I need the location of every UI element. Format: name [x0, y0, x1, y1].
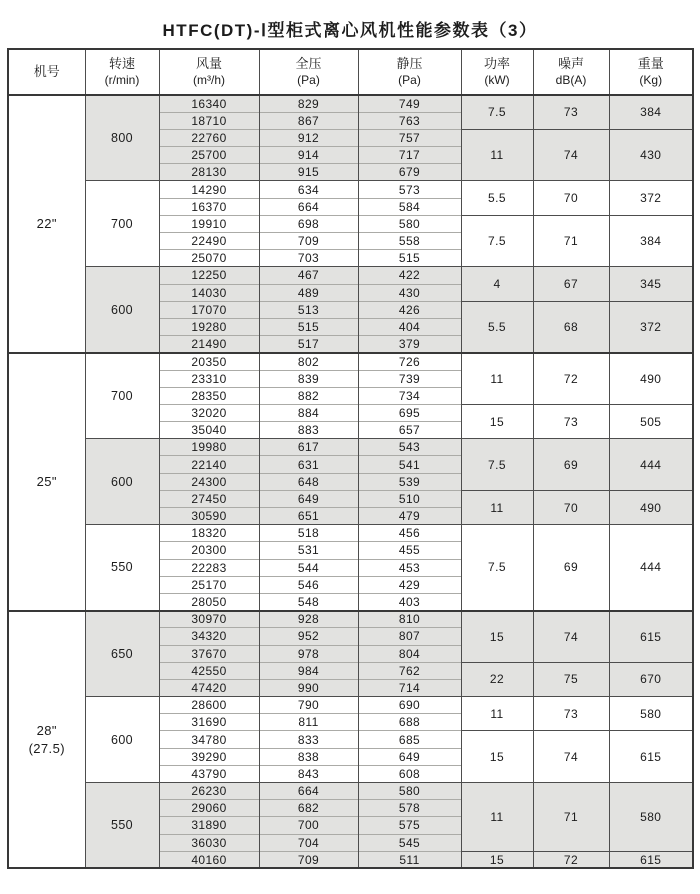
machine-no-cell — [8, 611, 85, 869]
total-pressure-cell: 703 — [259, 250, 358, 267]
total-pressure-cell: 709 — [259, 233, 358, 250]
power-cell: 4 — [461, 267, 533, 301]
header-machine-no — [8, 49, 85, 95]
air-volume-cell: 28600 — [159, 697, 259, 714]
air-volume-cell: 21490 — [159, 336, 259, 353]
table-row — [8, 95, 693, 112]
air-volume-cell: 27450 — [159, 490, 259, 507]
weight-cell: 372 — [609, 301, 693, 353]
header-static-pressure-label: 静压 — [396, 55, 423, 71]
table-row — [8, 611, 693, 628]
weight-cell: 430 — [609, 129, 693, 181]
static-pressure-cell: 657 — [358, 422, 461, 439]
air-volume-cell: 39290 — [159, 748, 259, 765]
total-pressure-cell: 664 — [259, 783, 358, 800]
header-air-volume-unit: (m³/h) — [193, 72, 225, 87]
header-power-label: 功率 — [483, 55, 510, 71]
power-cell: 11 — [461, 697, 533, 731]
noise-cell: 73 — [533, 95, 609, 129]
noise-cell: 72 — [533, 851, 609, 868]
air-volume-cell: 32020 — [159, 404, 259, 421]
power-cell: 7.5 — [461, 525, 533, 611]
air-volume-cell: 19910 — [159, 215, 259, 232]
total-pressure-cell: 700 — [259, 817, 358, 834]
weight-cell: 580 — [609, 783, 693, 852]
header-weight — [609, 49, 693, 95]
static-pressure-cell: 757 — [358, 129, 461, 146]
static-pressure-cell: 558 — [358, 233, 461, 250]
static-pressure-cell: 810 — [358, 611, 461, 628]
total-pressure-cell: 698 — [259, 215, 358, 232]
static-pressure-cell: 578 — [358, 800, 461, 817]
total-pressure-cell: 838 — [259, 748, 358, 765]
air-volume-cell: 22140 — [159, 456, 259, 473]
weight-cell: 490 — [609, 353, 693, 405]
total-pressure-cell: 833 — [259, 731, 358, 748]
air-volume-cell: 43790 — [159, 765, 259, 782]
power-cell: 5.5 — [461, 181, 533, 215]
noise-cell: 69 — [533, 525, 609, 611]
air-volume-cell: 18710 — [159, 112, 259, 129]
weight-cell: 615 — [609, 731, 693, 783]
speed-cell: 550 — [85, 783, 159, 869]
total-pressure-cell: 515 — [259, 318, 358, 335]
static-pressure-cell: 688 — [358, 714, 461, 731]
header-noise-label: 噪声 — [557, 55, 584, 71]
air-volume-cell: 34320 — [159, 628, 259, 645]
noise-cell: 74 — [533, 129, 609, 181]
air-volume-cell: 22760 — [159, 129, 259, 146]
air-volume-cell: 20350 — [159, 353, 259, 370]
total-pressure-cell: 517 — [259, 336, 358, 353]
header-machine-no-label: 机号 — [33, 63, 60, 79]
header-static-pressure-unit: (Pa) — [398, 72, 421, 87]
static-pressure-cell: 539 — [358, 473, 461, 490]
total-pressure-cell: 843 — [259, 765, 358, 782]
total-pressure-cell: 631 — [259, 456, 358, 473]
power-cell: 22 — [461, 662, 533, 696]
static-pressure-cell: 763 — [358, 112, 461, 129]
noise-cell: 70 — [533, 490, 609, 524]
header-total-pressure — [259, 49, 358, 95]
total-pressure-cell: 790 — [259, 697, 358, 714]
speed-cell: 800 — [85, 95, 159, 181]
total-pressure-cell: 489 — [259, 284, 358, 301]
total-pressure-cell: 467 — [259, 267, 358, 284]
header-speed-unit: (r/min) — [104, 72, 140, 87]
static-pressure-cell: 807 — [358, 628, 461, 645]
static-pressure-cell: 749 — [358, 95, 461, 112]
static-pressure-cell: 456 — [358, 525, 461, 542]
static-pressure-cell: 575 — [358, 817, 461, 834]
air-volume-cell: 25070 — [159, 250, 259, 267]
weight-cell: 345 — [609, 267, 693, 301]
speed-cell: 550 — [85, 525, 159, 611]
total-pressure-cell: 882 — [259, 387, 358, 404]
air-volume-cell: 25700 — [159, 147, 259, 164]
weight-cell: 505 — [609, 404, 693, 438]
total-pressure-cell: 952 — [259, 628, 358, 645]
header-weight-unit: (Kg) — [639, 72, 663, 87]
header-air-volume-label: 风量 — [195, 55, 222, 71]
total-pressure-cell: 867 — [259, 112, 358, 129]
total-pressure-cell: 664 — [259, 198, 358, 215]
noise-cell: 74 — [533, 731, 609, 783]
power-cell: 11 — [461, 783, 533, 852]
power-cell: 15 — [461, 404, 533, 438]
total-pressure-cell: 884 — [259, 404, 358, 421]
air-volume-cell: 22490 — [159, 233, 259, 250]
header-noise — [533, 49, 609, 95]
weight-cell: 372 — [609, 181, 693, 215]
static-pressure-cell: 726 — [358, 353, 461, 370]
static-pressure-cell: 511 — [358, 851, 461, 868]
static-pressure-cell: 379 — [358, 336, 461, 353]
air-volume-cell: 35040 — [159, 422, 259, 439]
static-pressure-cell: 695 — [358, 404, 461, 421]
total-pressure-cell: 912 — [259, 129, 358, 146]
static-pressure-cell: 422 — [358, 267, 461, 284]
header-static-pressure — [358, 49, 461, 95]
power-cell: 11 — [461, 353, 533, 405]
power-cell: 7.5 — [461, 215, 533, 267]
air-volume-cell: 18320 — [159, 525, 259, 542]
weight-cell: 384 — [609, 215, 693, 267]
total-pressure-cell: 883 — [259, 422, 358, 439]
static-pressure-cell: 543 — [358, 439, 461, 456]
air-volume-cell: 25170 — [159, 576, 259, 593]
air-volume-cell: 20300 — [159, 542, 259, 559]
noise-cell: 74 — [533, 611, 609, 663]
static-pressure-cell: 717 — [358, 147, 461, 164]
air-volume-cell: 37670 — [159, 645, 259, 662]
air-volume-cell: 36030 — [159, 834, 259, 851]
static-pressure-cell: 404 — [358, 318, 461, 335]
weight-cell: 384 — [609, 95, 693, 129]
air-volume-cell: 28350 — [159, 387, 259, 404]
table-body — [8, 95, 693, 868]
total-pressure-cell: 682 — [259, 800, 358, 817]
total-pressure-cell: 829 — [259, 95, 358, 112]
air-volume-cell: 12250 — [159, 267, 259, 284]
air-volume-cell: 16370 — [159, 198, 259, 215]
machine-no-line: (27.5) — [28, 740, 65, 756]
air-volume-cell: 14290 — [159, 181, 259, 198]
static-pressure-cell: 455 — [358, 542, 461, 559]
total-pressure-cell: 984 — [259, 662, 358, 679]
air-volume-cell: 31890 — [159, 817, 259, 834]
air-volume-cell: 42550 — [159, 662, 259, 679]
noise-cell: 73 — [533, 697, 609, 731]
static-pressure-cell: 685 — [358, 731, 461, 748]
static-pressure-cell: 545 — [358, 834, 461, 851]
table-row — [8, 353, 693, 370]
static-pressure-cell: 734 — [358, 387, 461, 404]
air-volume-cell: 34780 — [159, 731, 259, 748]
header-total-pressure-label: 全压 — [295, 55, 322, 71]
air-volume-cell: 40160 — [159, 851, 259, 868]
air-volume-cell: 30970 — [159, 611, 259, 628]
header-speed-label: 转速 — [108, 55, 135, 71]
table-row — [8, 267, 693, 284]
noise-cell: 71 — [533, 783, 609, 852]
air-volume-cell: 16340 — [159, 95, 259, 112]
speed-cell: 600 — [85, 267, 159, 353]
noise-cell: 71 — [533, 215, 609, 267]
total-pressure-cell: 649 — [259, 490, 358, 507]
noise-cell: 67 — [533, 267, 609, 301]
noise-cell: 75 — [533, 662, 609, 696]
table-row — [8, 525, 693, 542]
power-cell: 11 — [461, 129, 533, 181]
header-speed — [85, 49, 159, 95]
total-pressure-cell: 811 — [259, 714, 358, 731]
air-volume-cell: 30590 — [159, 508, 259, 525]
static-pressure-cell: 429 — [358, 576, 461, 593]
speed-cell: 650 — [85, 611, 159, 697]
machine-no-line: 28" — [36, 722, 57, 738]
air-volume-cell: 31690 — [159, 714, 259, 731]
total-pressure-cell: 531 — [259, 542, 358, 559]
air-volume-cell: 47420 — [159, 679, 259, 696]
weight-cell: 444 — [609, 439, 693, 491]
power-cell: 15 — [461, 731, 533, 783]
total-pressure-cell: 802 — [259, 353, 358, 370]
total-pressure-cell: 704 — [259, 834, 358, 851]
air-volume-cell: 19280 — [159, 318, 259, 335]
static-pressure-cell: 608 — [358, 765, 461, 782]
air-volume-cell: 17070 — [159, 301, 259, 318]
power-cell: 7.5 — [461, 439, 533, 491]
table-row — [8, 181, 693, 198]
air-volume-cell: 28130 — [159, 164, 259, 181]
weight-cell: 615 — [609, 611, 693, 663]
static-pressure-cell: 580 — [358, 215, 461, 232]
static-pressure-cell: 479 — [358, 508, 461, 525]
noise-cell: 72 — [533, 353, 609, 405]
header-power — [461, 49, 533, 95]
static-pressure-cell: 714 — [358, 679, 461, 696]
header-row — [8, 49, 693, 95]
total-pressure-cell: 617 — [259, 439, 358, 456]
speed-cell: 600 — [85, 697, 159, 783]
header-total-pressure-unit: (Pa) — [297, 72, 320, 87]
header-air-volume — [159, 49, 259, 95]
power-cell: 15 — [461, 851, 533, 868]
table-row — [8, 439, 693, 456]
static-pressure-cell: 403 — [358, 593, 461, 610]
total-pressure-cell: 990 — [259, 679, 358, 696]
total-pressure-cell: 914 — [259, 147, 358, 164]
machine-no-cell — [8, 353, 85, 611]
static-pressure-cell: 804 — [358, 645, 461, 662]
static-pressure-cell: 690 — [358, 697, 461, 714]
speed-cell: 700 — [85, 181, 159, 267]
static-pressure-cell: 453 — [358, 559, 461, 576]
speed-cell: 700 — [85, 353, 159, 439]
weight-cell: 490 — [609, 490, 693, 524]
weight-cell: 444 — [609, 525, 693, 611]
air-volume-cell: 22283 — [159, 559, 259, 576]
machine-no-cell — [8, 95, 85, 353]
weight-cell: 580 — [609, 697, 693, 731]
static-pressure-cell: 573 — [358, 181, 461, 198]
static-pressure-cell: 739 — [358, 370, 461, 387]
total-pressure-cell: 928 — [259, 611, 358, 628]
air-volume-cell: 28050 — [159, 593, 259, 610]
total-pressure-cell: 648 — [259, 473, 358, 490]
static-pressure-cell: 580 — [358, 783, 461, 800]
total-pressure-cell: 839 — [259, 370, 358, 387]
table-row — [8, 783, 693, 800]
air-volume-cell: 24300 — [159, 473, 259, 490]
page-title: HTFC(DT)-Ⅰ型柜式离心风机性能参数表（3） — [162, 21, 538, 40]
static-pressure-cell: 515 — [358, 250, 461, 267]
air-volume-cell: 23310 — [159, 370, 259, 387]
power-cell: 15 — [461, 611, 533, 663]
noise-cell: 70 — [533, 181, 609, 215]
total-pressure-cell: 548 — [259, 593, 358, 610]
header-weight-label: 重量 — [637, 55, 664, 71]
air-volume-cell: 29060 — [159, 800, 259, 817]
total-pressure-cell: 915 — [259, 164, 358, 181]
header-noise-unit: dB(A) — [555, 72, 587, 87]
weight-cell: 615 — [609, 851, 693, 868]
static-pressure-cell: 541 — [358, 456, 461, 473]
total-pressure-cell: 978 — [259, 645, 358, 662]
table-header — [8, 49, 693, 95]
total-pressure-cell: 513 — [259, 301, 358, 318]
static-pressure-cell: 584 — [358, 198, 461, 215]
total-pressure-cell: 546 — [259, 576, 358, 593]
speed-cell: 600 — [85, 439, 159, 525]
total-pressure-cell: 518 — [259, 525, 358, 542]
air-volume-cell: 26230 — [159, 783, 259, 800]
static-pressure-cell: 510 — [358, 490, 461, 507]
machine-no-line: 25" — [36, 473, 57, 489]
machine-no-line: 22" — [36, 216, 57, 232]
static-pressure-cell: 430 — [358, 284, 461, 301]
air-volume-cell: 14030 — [159, 284, 259, 301]
static-pressure-cell: 649 — [358, 748, 461, 765]
noise-cell: 69 — [533, 439, 609, 491]
noise-cell: 68 — [533, 301, 609, 353]
total-pressure-cell: 651 — [259, 508, 358, 525]
table-row — [8, 697, 693, 714]
weight-cell: 670 — [609, 662, 693, 696]
static-pressure-cell: 679 — [358, 164, 461, 181]
total-pressure-cell: 544 — [259, 559, 358, 576]
static-pressure-cell: 762 — [358, 662, 461, 679]
power-cell: 7.5 — [461, 95, 533, 129]
static-pressure-cell: 426 — [358, 301, 461, 318]
power-cell: 11 — [461, 490, 533, 524]
air-volume-cell: 19980 — [159, 439, 259, 456]
spec-table — [7, 48, 694, 869]
noise-cell: 73 — [533, 404, 609, 438]
total-pressure-cell: 709 — [259, 851, 358, 868]
total-pressure-cell: 634 — [259, 181, 358, 198]
header-power-unit: (kW) — [484, 72, 510, 87]
power-cell: 5.5 — [461, 301, 533, 353]
